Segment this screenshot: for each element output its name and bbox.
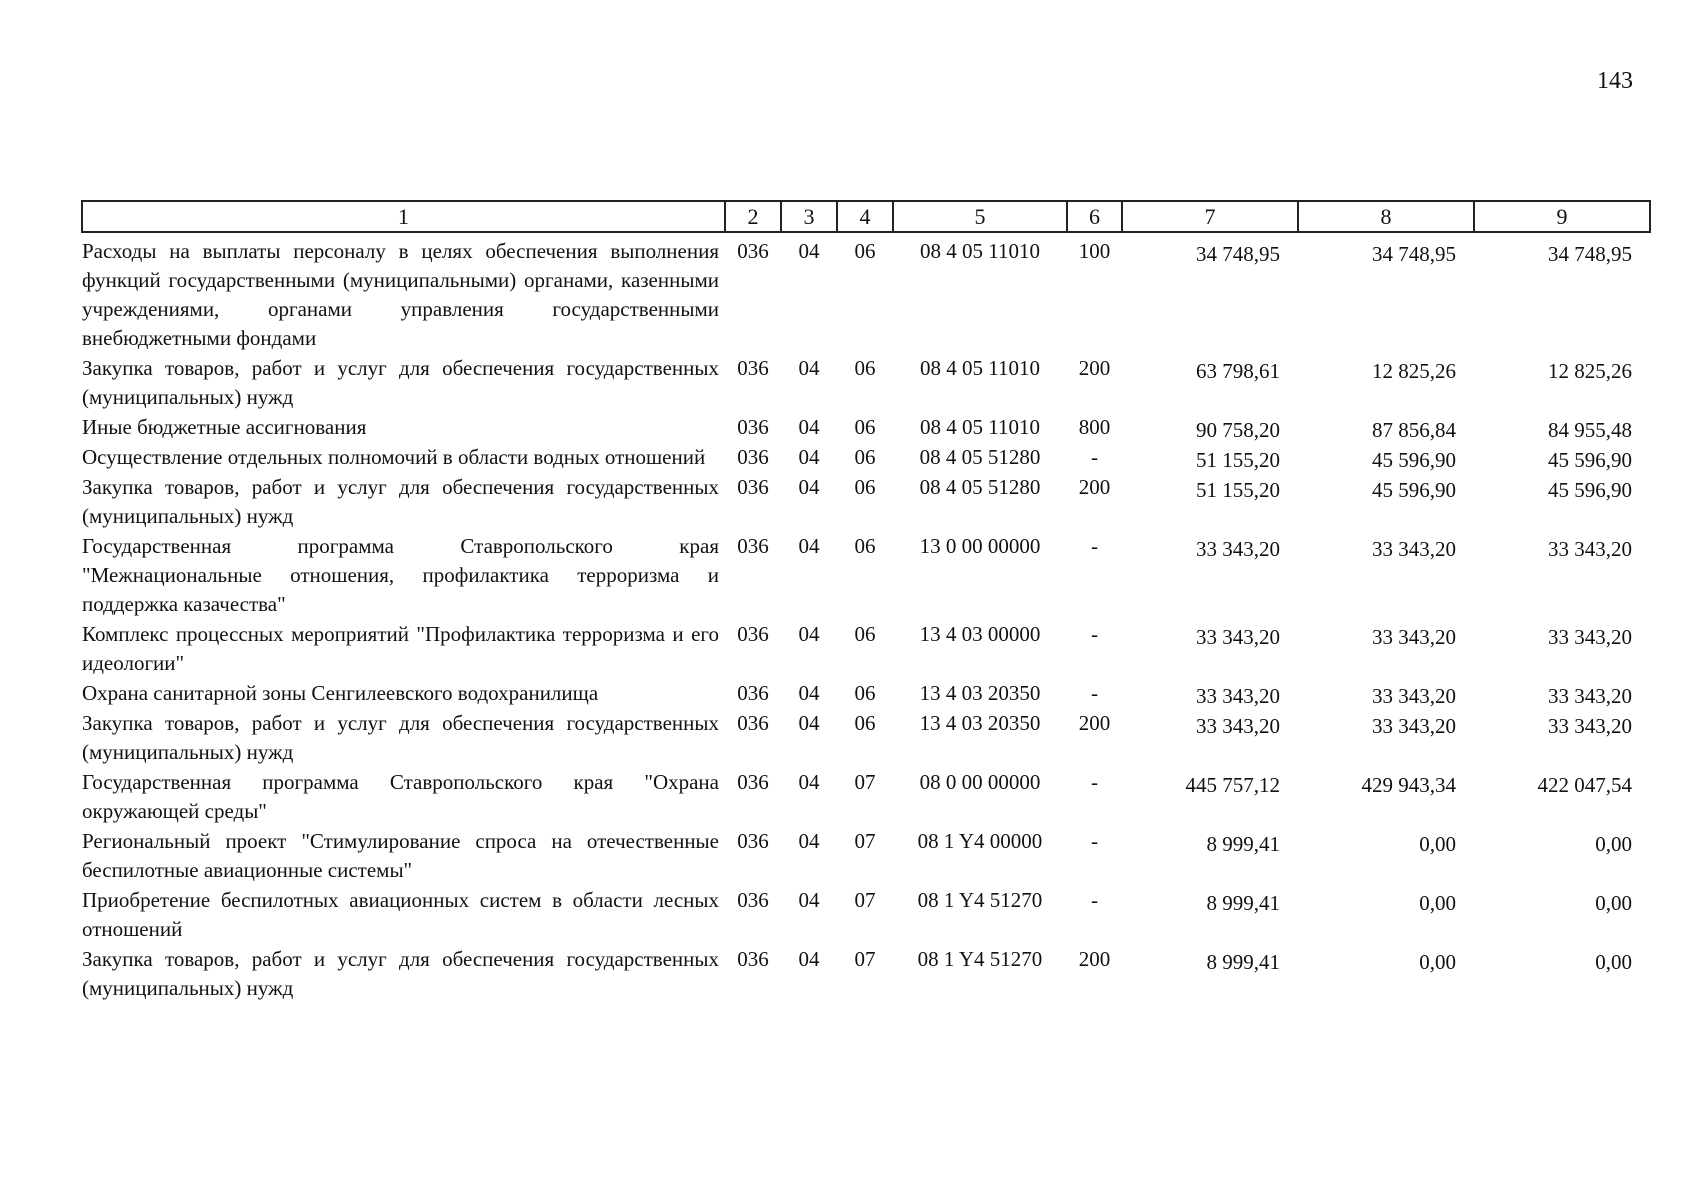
ministry-code-cell: 036 [737, 681, 769, 705]
column-header: 5 [893, 201, 1067, 232]
expense-name-cell: Приобретение беспилотных авиационных систем в области лесных отношений [82, 888, 719, 941]
subsection-code-cell: 07 [854, 888, 876, 912]
amount-col8-cell [1298, 885, 1474, 944]
expense-name-cell: Региональный проект "Стимулирование спроса на отечественные беспилотные авиационные системы" [82, 829, 719, 882]
table-body [82, 232, 1650, 1003]
amount-value: 0,00 [1595, 950, 1632, 974]
amount-col8-cell [1298, 531, 1474, 619]
amount-value: 90 758,20 [1196, 418, 1280, 442]
amount-value: 45 596,90 [1372, 448, 1456, 472]
amount-col7-cell [1122, 678, 1298, 708]
amount-col8-cell [1298, 472, 1474, 531]
amount-col9-cell [1474, 232, 1650, 353]
section-code-cell: 04 [798, 239, 820, 263]
ministry-code-cell: 036 [737, 888, 769, 912]
amount-col9-cell [1474, 472, 1650, 531]
ministry-code-cell: 036 [737, 445, 769, 469]
expense-name-cell: Государственная программа Ставропольского края "Межнациональные отношения, профилактика терроризма и поддержка казачества" [82, 534, 719, 616]
amount-value: 34 748,95 [1196, 242, 1280, 266]
amount-value: 33 343,20 [1372, 714, 1456, 738]
amount-col8-cell [1298, 708, 1474, 767]
table-row [82, 826, 1650, 885]
amount-col9-cell [1474, 767, 1650, 826]
expense-type-cell: - [1091, 681, 1098, 705]
expense-type-cell: 200 [1078, 475, 1111, 499]
expense-type-cell: - [1091, 829, 1098, 853]
target-article-cell: 08 4 05 11010 [920, 415, 1040, 439]
amount-col7-cell [1122, 619, 1298, 678]
amount-col7-cell [1122, 531, 1298, 619]
target-article-cell: 08 4 05 11010 [920, 356, 1040, 380]
amount-col8-cell [1298, 442, 1474, 472]
amount-col9-cell [1474, 885, 1650, 944]
subsection-code-cell: 06 [854, 415, 876, 439]
subsection-code-cell: 06 [854, 445, 876, 469]
amount-value: 45 596,90 [1372, 478, 1456, 502]
amount-col7-cell [1122, 826, 1298, 885]
amount-col7-cell [1122, 442, 1298, 472]
amount-value: 33 343,20 [1548, 714, 1632, 738]
table-row [82, 767, 1650, 826]
ministry-code-cell: 036 [737, 534, 769, 558]
subsection-code-cell: 06 [854, 475, 876, 499]
table-row [82, 232, 1650, 353]
expense-name-cell: Закупка товаров, работ и услуг для обеспечения государственных (муниципальных) нужд [82, 947, 719, 1000]
amount-col7-cell [1122, 708, 1298, 767]
target-article-cell: 08 4 05 51280 [919, 445, 1041, 469]
expense-name-cell: Закупка товаров, работ и услуг для обеспечения государственных (муниципальных) нужд [82, 475, 719, 528]
subsection-code-cell: 06 [854, 356, 876, 380]
subsection-code-cell: 07 [854, 829, 876, 853]
table-row [82, 619, 1650, 678]
section-code-cell: 04 [798, 445, 820, 469]
section-code-cell: 04 [798, 829, 820, 853]
subsection-code-cell: 06 [854, 239, 876, 263]
amount-value: 0,00 [1419, 950, 1456, 974]
section-code-cell: 04 [798, 415, 820, 439]
amount-value: 51 155,20 [1196, 448, 1280, 472]
expense-name-cell: Государственная программа Ставропольского края "Охрана окружающей среды" [82, 770, 719, 823]
amount-value: 8 999,41 [1206, 832, 1280, 856]
ministry-code-cell: 036 [737, 475, 769, 499]
amount-col8-cell [1298, 826, 1474, 885]
expense-type-cell: - [1091, 770, 1098, 794]
table-row [82, 442, 1650, 472]
expense-type-cell: - [1091, 445, 1098, 469]
amount-value: 8 999,41 [1206, 891, 1280, 915]
amount-col9-cell [1474, 442, 1650, 472]
column-header: 1 [82, 201, 725, 232]
ministry-code-cell: 036 [737, 622, 769, 646]
target-article-cell: 13 4 03 00000 [919, 622, 1041, 646]
amount-col7-cell [1122, 353, 1298, 412]
section-code-cell: 04 [798, 622, 820, 646]
amount-value: 33 343,20 [1372, 684, 1456, 708]
section-code-cell: 04 [798, 947, 820, 971]
target-article-cell: 13 0 00 00000 [919, 534, 1041, 558]
amount-value: 429 943,34 [1361, 773, 1456, 797]
target-article-cell: 13 4 03 20350 [919, 711, 1041, 735]
column-header: 2 [725, 201, 781, 232]
column-header: 7 [1122, 201, 1298, 232]
target-article-cell: 08 4 05 51280 [919, 475, 1041, 499]
target-article-cell: 08 0 00 00000 [919, 770, 1041, 794]
table-row [82, 353, 1650, 412]
amount-col9-cell [1474, 944, 1650, 1003]
amount-value: 34 748,95 [1372, 242, 1456, 266]
amount-value: 33 343,20 [1548, 625, 1632, 649]
subsection-code-cell: 06 [854, 534, 876, 558]
ministry-code-cell: 036 [737, 770, 769, 794]
ministry-code-cell: 036 [737, 239, 769, 263]
amount-value: 445 757,12 [1185, 773, 1280, 797]
target-article-cell: 08 1 Y4 51270 [917, 947, 1043, 971]
amount-value: 33 343,20 [1372, 625, 1456, 649]
amount-value: 84 955,48 [1548, 418, 1632, 442]
table-row [82, 678, 1650, 708]
expense-name-cell: Осуществление отдельных полномочий в области водных отношений [82, 445, 706, 469]
expense-name-cell: Охрана санитарной зоны Сенгилеевского водохранилища [82, 681, 599, 705]
subsection-code-cell: 06 [854, 681, 876, 705]
target-article-cell: 08 1 Y4 00000 [917, 829, 1043, 853]
amount-col8-cell [1298, 412, 1474, 442]
amount-value: 51 155,20 [1196, 478, 1280, 502]
expense-type-cell: - [1091, 888, 1098, 912]
column-header: 3 [781, 201, 837, 232]
amount-value: 0,00 [1595, 891, 1632, 915]
budget-table [81, 200, 1651, 1003]
amount-col8-cell [1298, 353, 1474, 412]
amount-value: 0,00 [1419, 832, 1456, 856]
expense-type-cell: - [1091, 534, 1098, 558]
table-row [82, 412, 1650, 442]
amount-value: 12 825,26 [1548, 359, 1632, 383]
amount-col8-cell [1298, 232, 1474, 353]
amount-value: 45 596,90 [1548, 448, 1632, 472]
amount-col7-cell [1122, 412, 1298, 442]
section-code-cell: 04 [798, 770, 820, 794]
amount-value: 87 856,84 [1372, 418, 1456, 442]
ministry-code-cell: 036 [737, 947, 769, 971]
amount-value: 33 343,20 [1196, 537, 1280, 561]
ministry-code-cell: 036 [737, 829, 769, 853]
ministry-code-cell: 036 [737, 356, 769, 380]
amount-col7-cell [1122, 232, 1298, 353]
expense-type-cell: 200 [1078, 711, 1111, 735]
amount-value: 33 343,20 [1196, 714, 1280, 738]
expense-type-cell: 200 [1078, 947, 1111, 971]
amount-value: 0,00 [1595, 832, 1632, 856]
amount-value: 33 343,20 [1548, 684, 1632, 708]
amount-col9-cell [1474, 826, 1650, 885]
amount-col9-cell [1474, 412, 1650, 442]
table-row [82, 708, 1650, 767]
column-header: 6 [1067, 201, 1122, 232]
amount-col8-cell [1298, 678, 1474, 708]
table-row [82, 944, 1650, 1003]
expense-type-cell: 200 [1078, 356, 1111, 380]
target-article-cell: 13 4 03 20350 [919, 681, 1041, 705]
amount-col7-cell [1122, 885, 1298, 944]
amount-col9-cell [1474, 678, 1650, 708]
amount-value: 33 343,20 [1196, 625, 1280, 649]
expense-name-cell: Комплекс процессных мероприятий "Профилактика терроризма и его идеологии" [82, 622, 719, 675]
header-row [82, 201, 1650, 232]
column-header: 9 [1474, 201, 1650, 232]
subsection-code-cell: 07 [854, 770, 876, 794]
amount-value: 34 748,95 [1548, 242, 1632, 266]
page-number: 143 [1597, 68, 1633, 94]
amount-col8-cell [1298, 944, 1474, 1003]
expense-type-cell: 800 [1078, 415, 1111, 439]
amount-value: 33 343,20 [1196, 684, 1280, 708]
table-row [82, 885, 1650, 944]
column-header: 4 [837, 201, 893, 232]
expense-name-cell: Иные бюджетные ассигнования [82, 415, 367, 439]
subsection-code-cell: 06 [854, 622, 876, 646]
amount-col7-cell [1122, 472, 1298, 531]
section-code-cell: 04 [798, 534, 820, 558]
section-code-cell: 04 [798, 681, 820, 705]
subsection-code-cell: 06 [854, 711, 876, 735]
table-row [82, 531, 1650, 619]
ministry-code-cell: 036 [737, 415, 769, 439]
expense-name-cell: Расходы на выплаты персоналу в целях обеспечения выполнения функций государственными (муниципальными) органами, казенными учреждениями, органами управления государственными внебюджетными фондами [82, 239, 719, 350]
amount-value: 63 798,61 [1196, 359, 1280, 383]
amount-col9-cell [1474, 353, 1650, 412]
expense-name-cell: Закупка товаров, работ и услуг для обеспечения государственных (муниципальных) нужд [82, 711, 719, 764]
target-article-cell: 08 4 05 11010 [920, 239, 1040, 263]
amount-value: 45 596,90 [1548, 478, 1632, 502]
amount-col9-cell [1474, 531, 1650, 619]
expense-type-cell: 100 [1078, 239, 1111, 263]
section-code-cell: 04 [798, 711, 820, 735]
amount-col7-cell [1122, 944, 1298, 1003]
section-code-cell: 04 [798, 475, 820, 499]
amount-col7-cell [1122, 767, 1298, 826]
expense-type-cell: - [1091, 622, 1098, 646]
column-header: 8 [1298, 201, 1474, 232]
ministry-code-cell: 036 [737, 711, 769, 735]
amount-col8-cell [1298, 767, 1474, 826]
amount-col9-cell [1474, 619, 1650, 678]
section-code-cell: 04 [798, 888, 820, 912]
subsection-code-cell: 07 [854, 947, 876, 971]
amount-col8-cell [1298, 619, 1474, 678]
amount-value: 422 047,54 [1537, 773, 1632, 797]
table-row [82, 472, 1650, 531]
section-code-cell: 04 [798, 356, 820, 380]
expense-name-cell: Закупка товаров, работ и услуг для обеспечения государственных (муниципальных) нужд [82, 356, 719, 409]
amount-value: 12 825,26 [1372, 359, 1456, 383]
amount-col9-cell [1474, 708, 1650, 767]
amount-value: 8 999,41 [1206, 950, 1280, 974]
amount-value: 33 343,20 [1372, 537, 1456, 561]
amount-value: 33 343,20 [1548, 537, 1632, 561]
target-article-cell: 08 1 Y4 51270 [917, 888, 1043, 912]
amount-value: 0,00 [1419, 891, 1456, 915]
